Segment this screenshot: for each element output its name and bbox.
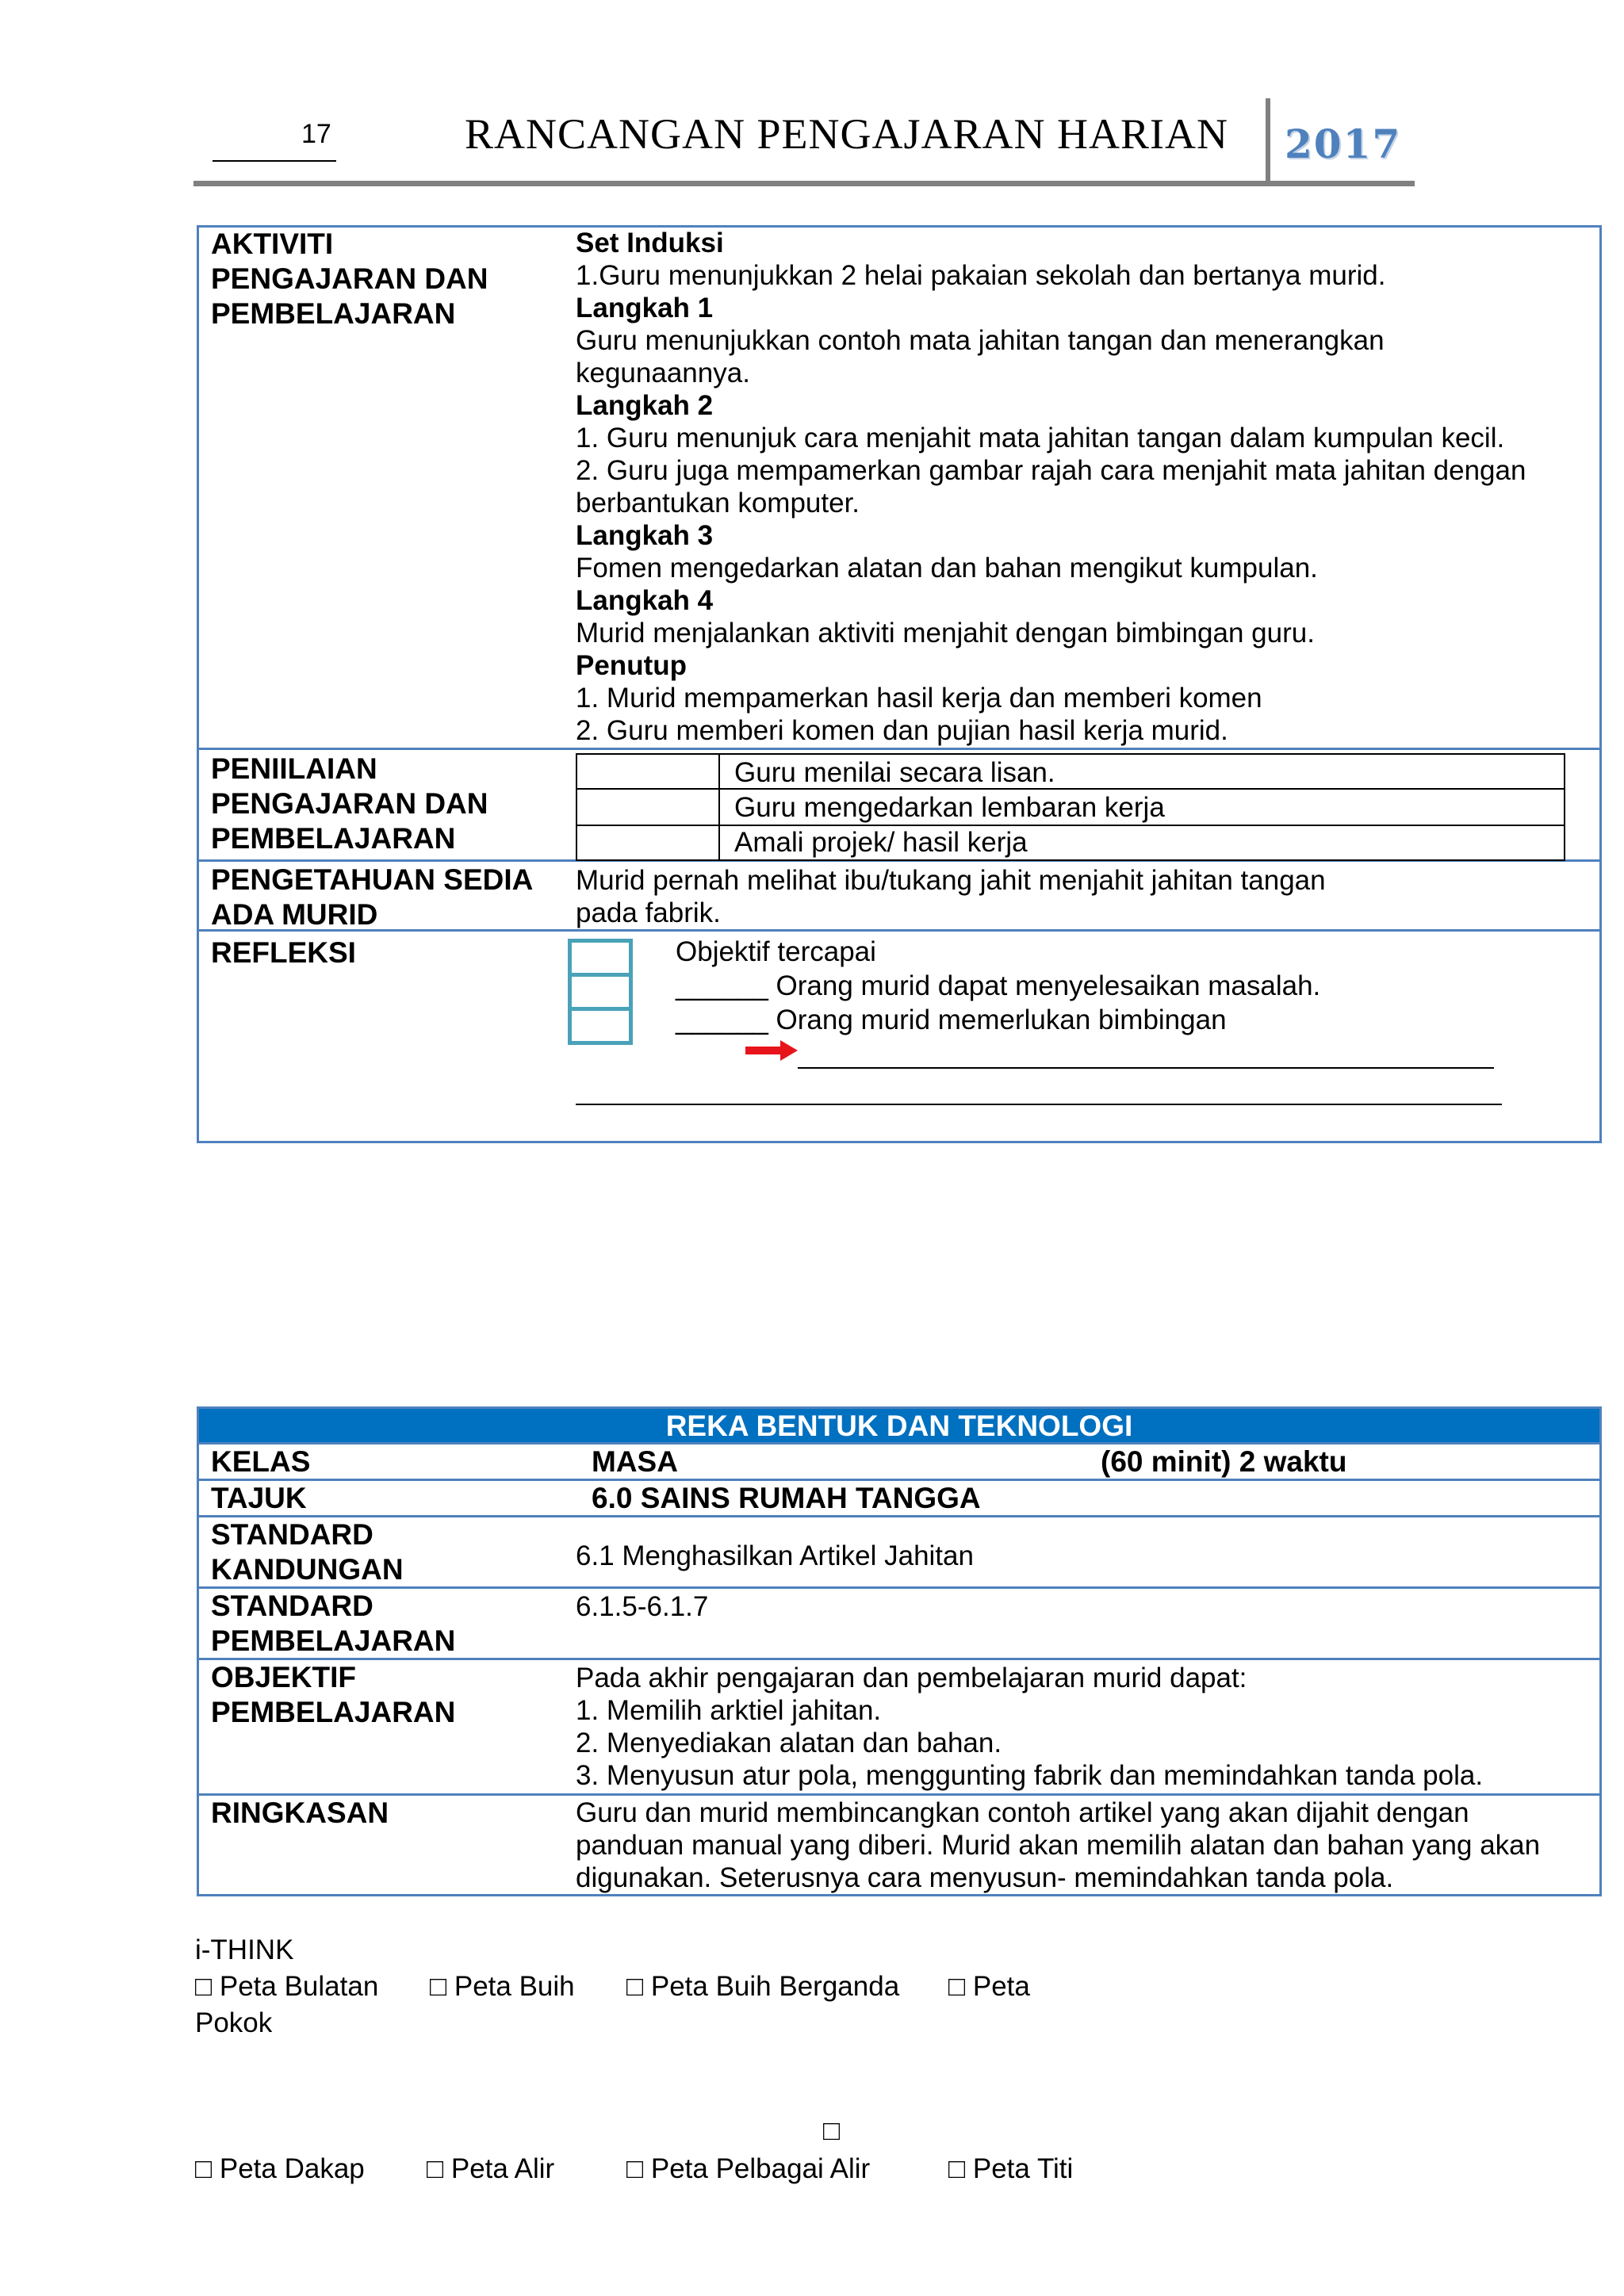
activity-step-text: 1.Guru menunjukkan 2 helai pakaian sekolah dan bertanya murid. xyxy=(576,260,1386,291)
ithink-option[interactable]: □ Peta Dakap xyxy=(195,2153,365,2184)
masa-label: MASA xyxy=(592,1445,678,1478)
refleksi-checkbox[interactable] xyxy=(568,973,633,1011)
refleksi-checkbox[interactable] xyxy=(568,939,633,977)
standard-kandungan-label: STANDARD KANDUNGAN xyxy=(211,1518,404,1586)
activity-step-text: 2. Guru memberi komen dan pujian hasil kerja murid. xyxy=(576,715,1228,746)
page-number: 17 xyxy=(301,119,331,149)
refleksi-checkbox[interactable] xyxy=(568,1007,633,1045)
activity-step-heading: Penutup xyxy=(576,650,687,681)
refleksi-objektif: Objektif tercapai xyxy=(676,936,876,967)
ithink-lone-box[interactable]: □ xyxy=(823,2115,841,2146)
refleksi-write-line xyxy=(576,1104,1502,1105)
activity-step-text: kegunaannya. xyxy=(576,358,750,388)
tajuk-label: TAJUK xyxy=(211,1482,307,1514)
ithink-option[interactable]: □ Peta Buih Berganda xyxy=(626,1971,900,2002)
masa-value: (60 minit) 2 waktu xyxy=(1101,1445,1347,1478)
checklist-option: Amali projek/ hasil kerja xyxy=(734,827,1028,858)
standard-pembelajaran-label: STANDARD PEMBELAJARAN xyxy=(211,1590,456,1657)
ithink-option[interactable]: □ Peta Bulatan xyxy=(195,1971,379,2002)
ithink-option[interactable]: □ Peta Buih xyxy=(430,1971,575,2002)
activity-step-text: berbantukan komputer. xyxy=(576,488,860,519)
checklist-column-divider xyxy=(718,755,720,859)
aktiviti-content xyxy=(576,227,1526,747)
activity-step-text: 1. Murid mempamerkan hasil kerja dan memberi komen xyxy=(576,683,1262,714)
aktiviti-label: AKTIVITI PENGAJARAN DAN PEMBELAJARAN xyxy=(211,228,488,330)
ithink-option[interactable]: □ Peta Alir xyxy=(427,2153,555,2184)
header-rule xyxy=(193,181,1415,186)
activity-step-text: 1. Guru menunjuk cara menjahit mata jahitan tangan dalam kumpulan kecil. xyxy=(576,423,1505,453)
activity-step-heading: Langkah 2 xyxy=(576,390,714,421)
checklist-option: Guru mengedarkan lembaran kerja xyxy=(734,792,1165,823)
table2-row-divider xyxy=(197,1442,1602,1445)
checklist-row-divider xyxy=(577,788,1564,790)
page-title: RANCANGAN PENGAJARAN HARIAN xyxy=(465,110,1229,158)
pengetahuan-label: PENGETAHUAN SEDIA ADA MURID xyxy=(211,863,534,931)
refleksi-write-line xyxy=(798,1067,1494,1069)
penilaian-checklist xyxy=(576,753,1565,861)
ithink-option[interactable]: □ Peta Titi xyxy=(948,2153,1074,2184)
ringkasan-label: RINGKASAN xyxy=(211,1797,389,1829)
pengetahuan-content: Murid pernah melihat ibu/tukang jahit menjahit jahitan tangan pada fabrik. xyxy=(576,865,1326,928)
tajuk-value: 6.0 SAINS RUMAH TANGGA xyxy=(592,1482,981,1514)
ithink-option-wrap: Pokok xyxy=(195,2007,273,2038)
activity-step-heading: Set Induksi xyxy=(576,228,724,258)
checklist-row-divider xyxy=(577,825,1564,826)
penilaian-label: PENIILAIAN PENGAJARAN DAN PEMBELAJARAN xyxy=(211,752,488,855)
ithink-option[interactable]: □ Peta Pelbagai Alir xyxy=(626,2153,871,2184)
activity-step-text: Murid menjalankan aktiviti menjahit dengan bimbingan guru. xyxy=(576,618,1315,649)
activity-step-heading: Langkah 1 xyxy=(576,293,714,323)
objektif-content: Pada akhir pengajaran dan pembelajaran murid dapat: 1. Memilih arktiel jahitan. 2. Menyediakan alatan dan bahan. 3. Menyusun atur pola, menggunting fabrik dan memindahkan tanda pola. xyxy=(576,1663,1484,1791)
refleksi-line-2: ______ Orang murid memerlukan bimbingan xyxy=(676,1004,1227,1035)
objektif-label: OBJEKTIF PEMBELAJARAN xyxy=(211,1661,456,1728)
standard-kandungan-value: 6.1 Menghasilkan Artikel Jahitan xyxy=(576,1540,974,1571)
activity-step-text: Guru menunjukkan contoh mata jahitan tangan dan menerangkan xyxy=(576,325,1385,356)
subject-banner: REKA BENTUK DAN TEKNOLOGI xyxy=(199,1409,1599,1442)
refleksi-line-1: ______ Orang murid dapat menyelesaikan masalah. xyxy=(676,970,1321,1001)
table2-row-divider xyxy=(197,1793,1602,1796)
refleksi-label: REFLEKSI xyxy=(211,936,356,969)
header-divider xyxy=(1266,98,1270,184)
table1-row-divider xyxy=(197,748,1602,750)
ithink-option[interactable]: □ Peta xyxy=(948,1971,1030,2002)
red-arrow-icon xyxy=(745,1039,798,1062)
standard-pembelajaran-value: 6.1.5-6.1.7 xyxy=(576,1591,709,1622)
header-year: 2017 xyxy=(1285,121,1402,167)
activity-step-text: Fomen mengedarkan alatan dan bahan mengikut kumpulan. xyxy=(576,553,1318,584)
page-number-underline xyxy=(213,160,336,162)
kelas-label: KELAS xyxy=(211,1445,311,1478)
activity-step-text: 2. Guru juga mempamerkan gambar rajah cara menjahit mata jahitan dengan xyxy=(576,455,1526,486)
ringkasan-content: Guru dan murid membincangkan contoh artikel yang akan dijahit dengan panduan manual yang diberi. Murid akan memilih alatan dan bahan yang akan digunakan. Seterusnya cara menyusun- memindahkan tanda pola. xyxy=(576,1797,1541,1893)
activity-step-heading: Langkah 3 xyxy=(576,520,714,551)
checklist-option: Guru menilai secara lisan. xyxy=(734,757,1055,788)
activity-step-heading: Langkah 4 xyxy=(576,585,714,616)
ithink-title: i-THINK xyxy=(195,1934,294,1965)
